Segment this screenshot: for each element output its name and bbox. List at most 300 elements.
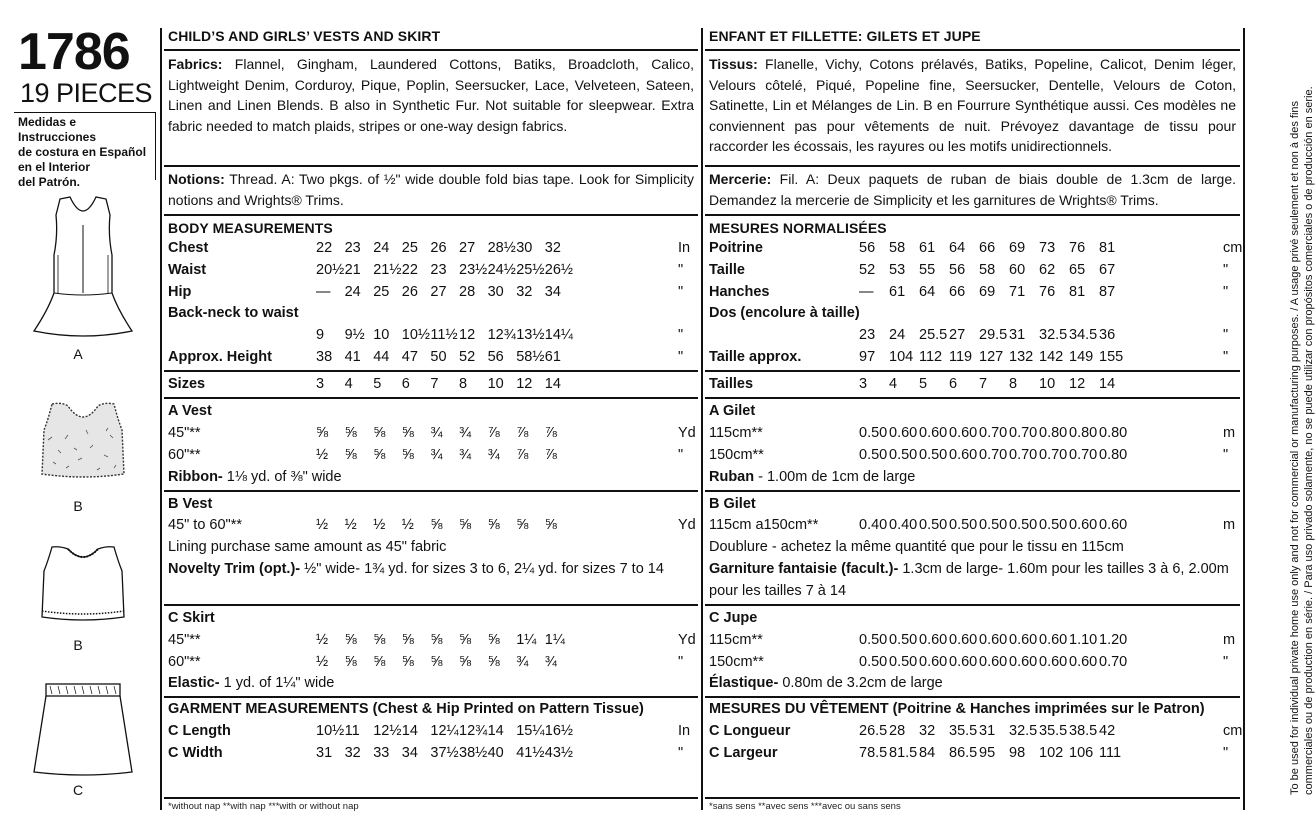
table-cell: 27 [459, 240, 476, 256]
row-label: C Jupe [709, 610, 758, 626]
table-row [168, 238, 694, 258]
table-cell: 0.50 [1009, 517, 1038, 533]
table-cell: 30 [487, 284, 504, 300]
table-cell: 0.60 [1039, 654, 1068, 670]
table-cell: 40 [487, 745, 504, 761]
table-cell: 24 [373, 240, 390, 256]
table-cell: 50 [430, 349, 447, 365]
table-cell: 6 [401, 376, 410, 392]
table-cell: 0.60 [979, 654, 1008, 670]
row-label: B Vest [168, 496, 213, 512]
spanish-instructions-box [14, 112, 156, 189]
table-cell: 66 [949, 284, 966, 300]
table-cell: 26.5 [859, 723, 888, 739]
table-row [168, 445, 694, 465]
table-row [168, 537, 694, 557]
table-cell: 7 [430, 376, 439, 392]
table-cell: 5 [373, 376, 382, 392]
row-label: 115cm** [709, 425, 763, 441]
table-cell: ⅝ [516, 517, 529, 533]
table-row [168, 581, 694, 601]
table-cell: 32 [516, 284, 533, 300]
row-text [168, 559, 664, 579]
medidas-line: Medidas e Instrucciones [18, 115, 97, 144]
table-cell: ½ [401, 517, 414, 533]
table-cell: 25½ [516, 262, 545, 278]
table-cell: 0.80 [1099, 447, 1128, 463]
table-cell: 10 [487, 376, 504, 392]
row-label: 150cm** [709, 654, 764, 670]
table-cell: 0.70 [979, 447, 1008, 463]
row-text-value: 1 yd. of 1¼" wide [219, 675, 335, 691]
table-cell: 53 [889, 262, 906, 278]
fabrics-paragraph [168, 54, 694, 136]
table-cell: 41½ [516, 745, 545, 761]
table-row [168, 347, 694, 367]
table-cell: 36 [1099, 327, 1116, 343]
section-rule [705, 797, 1240, 799]
table-cell: 32.5 [1009, 723, 1038, 739]
table-row [168, 282, 694, 302]
notions-paragraph [709, 169, 1236, 210]
table-cell: ⅝ [401, 425, 414, 441]
section-rule [705, 397, 1240, 399]
section-rule [164, 696, 698, 698]
body-measurements-title: BODY MEASUREMENTS [168, 220, 333, 236]
table-row [168, 303, 694, 323]
table-cell: 0.60 [979, 632, 1008, 648]
table-cell: 24 [344, 284, 361, 300]
row-text-value: 1⅛ yd. of ⅜" wide [222, 469, 342, 485]
table-cell: ½ [316, 654, 329, 670]
table-cell: 11½ [430, 327, 458, 343]
table-cell: ½ [373, 517, 386, 533]
table-cell: 0.50 [979, 517, 1008, 533]
table-cell: 106 [1069, 745, 1094, 761]
table-cell: 67 [1099, 262, 1116, 278]
table-cell: 1.20 [1099, 632, 1128, 648]
unit-cell: " [678, 349, 684, 365]
table-cell: ⅝ [344, 632, 357, 648]
table-cell: 34 [544, 284, 561, 300]
table-cell: 0.60 [949, 654, 978, 670]
unit-cell: " [678, 654, 684, 670]
divider-right [1243, 28, 1245, 810]
table-cell: 0.60 [1099, 517, 1128, 533]
table-cell: 78.5 [859, 745, 888, 761]
table-cell: 73 [1039, 240, 1056, 256]
table-cell: ⅝ [373, 654, 386, 670]
table-row [709, 445, 1236, 465]
unit-cell: " [678, 262, 684, 278]
table-cell: 0.50 [859, 447, 888, 463]
table-cell: 0.60 [1069, 654, 1098, 670]
footnote-fr: *sans sens **avec sens ***avec ou sans sens [709, 801, 901, 812]
table-cell: 4 [344, 376, 353, 392]
fabrics-text: Flannel, Gingham, Laundered Cottons, Batiks, Broadcloth, Calico, Lightweight Denim, Corduroy, Pique, Poplin, Seersucker, Lace, Velveteen, Sateen, Linen and Linen Blends. B also in Synthetic Fur. Not suitable for sleepwear. Extra fabric needed to match plaids, stripes or one-way design fabrics. [168, 56, 694, 134]
row-label: Chest [168, 240, 209, 256]
table-cell: ⅝ [344, 654, 357, 670]
unit-cell: " [1223, 284, 1229, 300]
row-label: Waist [168, 262, 207, 278]
row-label: Taille approx. [709, 349, 802, 365]
table-cell: 10 [373, 327, 390, 343]
table-cell: 56 [859, 240, 876, 256]
table-cell: 32 [919, 723, 936, 739]
table-cell: 0.50 [859, 632, 888, 648]
table-cell: 25 [373, 284, 390, 300]
table-row [709, 721, 1243, 741]
table-cell: 61 [919, 240, 936, 256]
table-cell: 32 [344, 745, 361, 761]
row-label: MESURES DU VÊTEMENT (Poitrine & Hanches imprimées sur le Patron) [709, 701, 1205, 717]
table-row [168, 630, 694, 650]
table-cell: ⅝ [401, 632, 414, 648]
table-cell: 14¼ [544, 327, 574, 343]
row-label: Sizes [168, 376, 206, 392]
table-cell: 29.5 [979, 327, 1008, 343]
row-text-value: Doublure - achetez la même quantité que pour le tissu en 115cm [709, 539, 1124, 555]
table-cell: 12¼ [430, 723, 459, 739]
table-cell: ¾ [459, 447, 472, 463]
row-label: C Longueur [709, 723, 791, 739]
table-cell: 38½ [459, 745, 488, 761]
table-row [168, 467, 694, 487]
table-row [168, 260, 694, 280]
table-cell: 16½ [544, 723, 574, 739]
table-cell: ⅝ [401, 654, 414, 670]
table-cell: 81.5 [889, 745, 918, 761]
table-row [709, 559, 1236, 579]
table-cell: 0.60 [1009, 632, 1038, 648]
row-label: C Width [168, 745, 223, 761]
table-cell: 38.5 [1069, 723, 1098, 739]
row-label: C Skirt [168, 610, 215, 626]
table-cell: 13½ [516, 327, 545, 343]
table-cell: 58 [889, 240, 906, 256]
table-cell: 52 [859, 262, 876, 278]
table-cell: 41 [344, 349, 361, 365]
fur-vest-b-sketch [38, 400, 128, 480]
table-cell: 0.80 [1099, 425, 1128, 441]
sketch-label-a: A [73, 346, 83, 362]
section-rule [164, 604, 698, 606]
medidas-line: en el Interior [18, 160, 91, 174]
row-text-value: ½" wide- 1¾ yd. for sizes 3 to 6, 2¼ yd. for sizes 7 to 14 [300, 561, 664, 577]
table-cell: 22 [401, 262, 418, 278]
table-row [709, 238, 1243, 258]
medidas-line: del Patrón. [18, 175, 81, 189]
table-cell: 34.5 [1069, 327, 1098, 343]
table-cell: 65 [1069, 262, 1086, 278]
notions-text: Fil. A: Deux paquets de ruban de biais double de 1.3cm de large. Demandez la mercerie de Simplicity et les garnitures de Wrights® Trims. [709, 171, 1236, 208]
table-cell: 119 [949, 349, 973, 365]
table-row [168, 325, 694, 345]
table-cell: 12 [516, 376, 533, 392]
table-cell: ⅝ [373, 632, 386, 648]
table-cell: 0.60 [949, 447, 978, 463]
table-cell: ¾ [487, 447, 500, 463]
table-cell: 71 [1009, 284, 1026, 300]
table-cell: 32.5 [1039, 327, 1068, 343]
body-measurements-title: MESURES NORMALISÉES [709, 220, 887, 236]
table-cell: 69 [979, 284, 996, 300]
unit-cell: cm [1223, 240, 1243, 256]
table-cell: 0.50 [859, 654, 888, 670]
table-row [168, 699, 694, 719]
table-row [709, 282, 1236, 302]
table-row [168, 423, 694, 443]
table-cell: 22 [316, 240, 333, 256]
pattern-number: 1786 [18, 23, 130, 81]
table-cell: 28 [459, 284, 476, 300]
table-cell: 10 [1039, 376, 1056, 392]
table-cell: 0.70 [979, 425, 1008, 441]
table-cell: 28½ [487, 240, 516, 256]
table-cell: 27 [430, 284, 447, 300]
table-cell: 0.70 [1099, 654, 1128, 670]
table-cell: 1¼ [516, 632, 537, 648]
table-cell: 44 [373, 349, 390, 365]
row-label: 60"** [168, 654, 201, 670]
table-row [709, 581, 1236, 601]
sketch-label-b: B [73, 498, 83, 514]
table-cell: 142 [1039, 349, 1064, 365]
table-cell: 1.10 [1069, 632, 1098, 648]
table-cell: 23½ [459, 262, 488, 278]
row-text [709, 467, 915, 487]
row-label: Taille [709, 262, 745, 278]
table-cell: 58 [979, 262, 996, 278]
section-rule [164, 490, 698, 492]
table-cell: ⅝ [344, 425, 357, 441]
row-label: 115cm a150cm** [709, 517, 819, 533]
table-cell: 35.5 [949, 723, 978, 739]
section-rule [705, 49, 1240, 51]
row-text [709, 559, 1229, 579]
unit-cell: m [1223, 517, 1236, 533]
row-label: 115cm** [709, 632, 763, 648]
table-cell: — [316, 284, 331, 300]
table-cell: ⅝ [401, 447, 414, 463]
row-label: Garniture fantaisie (facult.)- [709, 561, 899, 577]
table-row [168, 401, 694, 421]
table-cell: 0.60 [919, 654, 948, 670]
table-cell: 76 [1069, 240, 1086, 256]
table-cell: 3 [859, 376, 868, 392]
unit-cell: " [1223, 447, 1229, 463]
table-row [709, 347, 1236, 367]
table-cell: ½ [316, 447, 329, 463]
table-row [709, 537, 1236, 557]
table-cell: 0.70 [1009, 447, 1038, 463]
table-cell: 0.50 [889, 632, 918, 648]
table-cell: 25 [401, 240, 418, 256]
table-cell: ⅝ [430, 632, 443, 648]
table-cell: ⅝ [459, 517, 472, 533]
section-rule [705, 165, 1240, 167]
table-cell: 132 [1009, 349, 1034, 365]
table-cell: 95 [979, 745, 996, 761]
unit-cell: cm [1223, 723, 1243, 739]
notions-text: Thread. A: Two pkgs. of ½" wide double fold bias tape. Look for Simplicity notions and Wrights® Trims. [168, 171, 694, 208]
table-row [709, 494, 1236, 514]
table-row [709, 608, 1236, 628]
unit-cell: " [1223, 654, 1229, 670]
unit-cell: In [678, 723, 691, 739]
table-cell: 0.80 [1039, 425, 1068, 441]
row-label: C Length [168, 723, 231, 739]
section-rule [164, 165, 698, 167]
table-cell: 0.40 [889, 517, 918, 533]
table-cell: 87 [1099, 284, 1116, 300]
row-label: 45"** [168, 632, 201, 648]
fabrics-label: Tissus: [709, 56, 758, 72]
table-cell: 0.60 [949, 425, 978, 441]
unit-cell: " [678, 447, 684, 463]
row-label: Hanches [709, 284, 770, 300]
table-cell: ⅝ [373, 447, 386, 463]
table-row [709, 325, 1236, 345]
row-label: Poitrine [709, 240, 763, 256]
table-cell: 26 [401, 284, 418, 300]
table-cell: ⅝ [430, 654, 443, 670]
sketch-label-c: C [72, 782, 84, 798]
table-cell: 24 [889, 327, 906, 343]
table-row [709, 673, 1236, 693]
table-cell: 0.60 [1009, 654, 1038, 670]
unit-cell: m [1223, 425, 1236, 441]
table-row [168, 374, 694, 394]
table-row [709, 303, 1236, 323]
table-cell: ⅝ [373, 425, 386, 441]
panel-title: ENFANT ET FILLETTE: GILETS ET JUPE [709, 28, 981, 44]
row-label: C Largeur [709, 745, 778, 761]
table-cell: 0.70 [1039, 447, 1068, 463]
row-label: Novelty Trim (opt.)- [168, 561, 301, 577]
table-row [709, 423, 1236, 443]
table-cell: 81 [1099, 240, 1116, 256]
table-cell: 111 [1099, 745, 1122, 761]
table-cell: 24½ [487, 262, 516, 278]
row-label: GARMENT MEASUREMENTS (Chest & Hip Printed on Pattern Tissue) [168, 701, 644, 717]
divider-left [160, 28, 162, 810]
unit-cell: m [1223, 632, 1236, 648]
table-cell: 27 [949, 327, 966, 343]
table-row [709, 467, 1236, 487]
table-cell: ¾ [516, 654, 529, 670]
row-text-value: - 1.00m de 1cm de large [754, 469, 916, 485]
row-label: 150cm** [709, 447, 764, 463]
table-cell: 60 [1009, 262, 1026, 278]
row-label: Ruban [709, 469, 755, 485]
row-text-value: 1.3cm de large- 1.60m pour les tailles 3 à 6, 2.00m [898, 561, 1229, 577]
table-cell: 12 [459, 327, 476, 343]
section-rule [164, 797, 698, 799]
row-label: Back-neck to waist [168, 305, 299, 321]
unit-cell: " [1223, 262, 1229, 278]
table-cell: 43½ [544, 745, 574, 761]
table-cell: 32 [544, 240, 561, 256]
table-cell: 0.50 [859, 425, 888, 441]
table-cell: 0.50 [889, 447, 918, 463]
row-label: 45"** [168, 425, 201, 441]
table-cell: ¾ [430, 447, 443, 463]
table-cell: 155 [1099, 349, 1124, 365]
table-cell: 0.60 [919, 632, 948, 648]
unit-cell: In [678, 240, 691, 256]
table-cell: 14 [401, 723, 418, 739]
notions-paragraph [168, 169, 694, 210]
table-cell: 4 [889, 376, 898, 392]
row-text [168, 467, 342, 487]
table-cell: ⅝ [544, 517, 557, 533]
row-label: Tailles [709, 376, 754, 392]
table-cell: ⅝ [487, 517, 500, 533]
section-rule [164, 49, 698, 51]
table-cell: 56 [487, 349, 504, 365]
table-row [709, 743, 1236, 763]
table-cell: ⅞ [544, 425, 557, 441]
table-cell: ⅝ [344, 447, 357, 463]
unit-cell: Yd [678, 517, 696, 533]
table-cell: 23 [430, 262, 447, 278]
table-cell: 8 [459, 376, 468, 392]
table-cell: 5 [919, 376, 928, 392]
table-row [168, 608, 694, 628]
table-cell: 12¾ [459, 723, 488, 739]
table-cell: 38 [316, 349, 333, 365]
table-cell: 58½ [516, 349, 545, 365]
table-cell: 0.50 [889, 654, 918, 670]
table-cell: 0.60 [1069, 517, 1098, 533]
section-rule [705, 214, 1240, 216]
table-cell: 8 [1009, 376, 1018, 392]
footnote-en: *without nap **with nap ***with or without nap [168, 801, 359, 812]
table-cell: 34 [401, 745, 418, 761]
table-cell: 15¼ [516, 723, 545, 739]
row-label: B Gilet [709, 496, 756, 512]
row-label: Approx. Height [168, 349, 272, 365]
table-cell: 127 [979, 349, 1004, 365]
table-row [709, 699, 1236, 719]
table-row [709, 374, 1236, 394]
table-cell: 84 [919, 745, 936, 761]
table-cell: 66 [979, 240, 996, 256]
table-cell: ⅞ [516, 425, 529, 441]
table-row [168, 652, 694, 672]
sketch-label-b2: B [73, 637, 83, 653]
table-cell: ⅝ [459, 654, 472, 670]
table-cell: 76 [1039, 284, 1056, 300]
table-row [168, 494, 694, 514]
notions-label: Notions: [168, 171, 225, 187]
table-cell: 33 [373, 745, 390, 761]
table-cell: ⅞ [516, 447, 529, 463]
table-cell: 69 [1009, 240, 1026, 256]
table-cell: 14 [544, 376, 561, 392]
table-cell: 9 [316, 327, 325, 343]
table-cell: 0.40 [859, 517, 888, 533]
row-label: 45" to 60"** [168, 517, 242, 533]
unit-cell: Yd [678, 425, 696, 441]
vest-b-sketch [38, 543, 128, 623]
table-cell: — [859, 284, 874, 300]
table-cell: 6 [949, 376, 958, 392]
skirt-c-sketch [28, 680, 138, 780]
table-cell: 7 [979, 376, 988, 392]
table-cell: 1¼ [544, 632, 565, 648]
